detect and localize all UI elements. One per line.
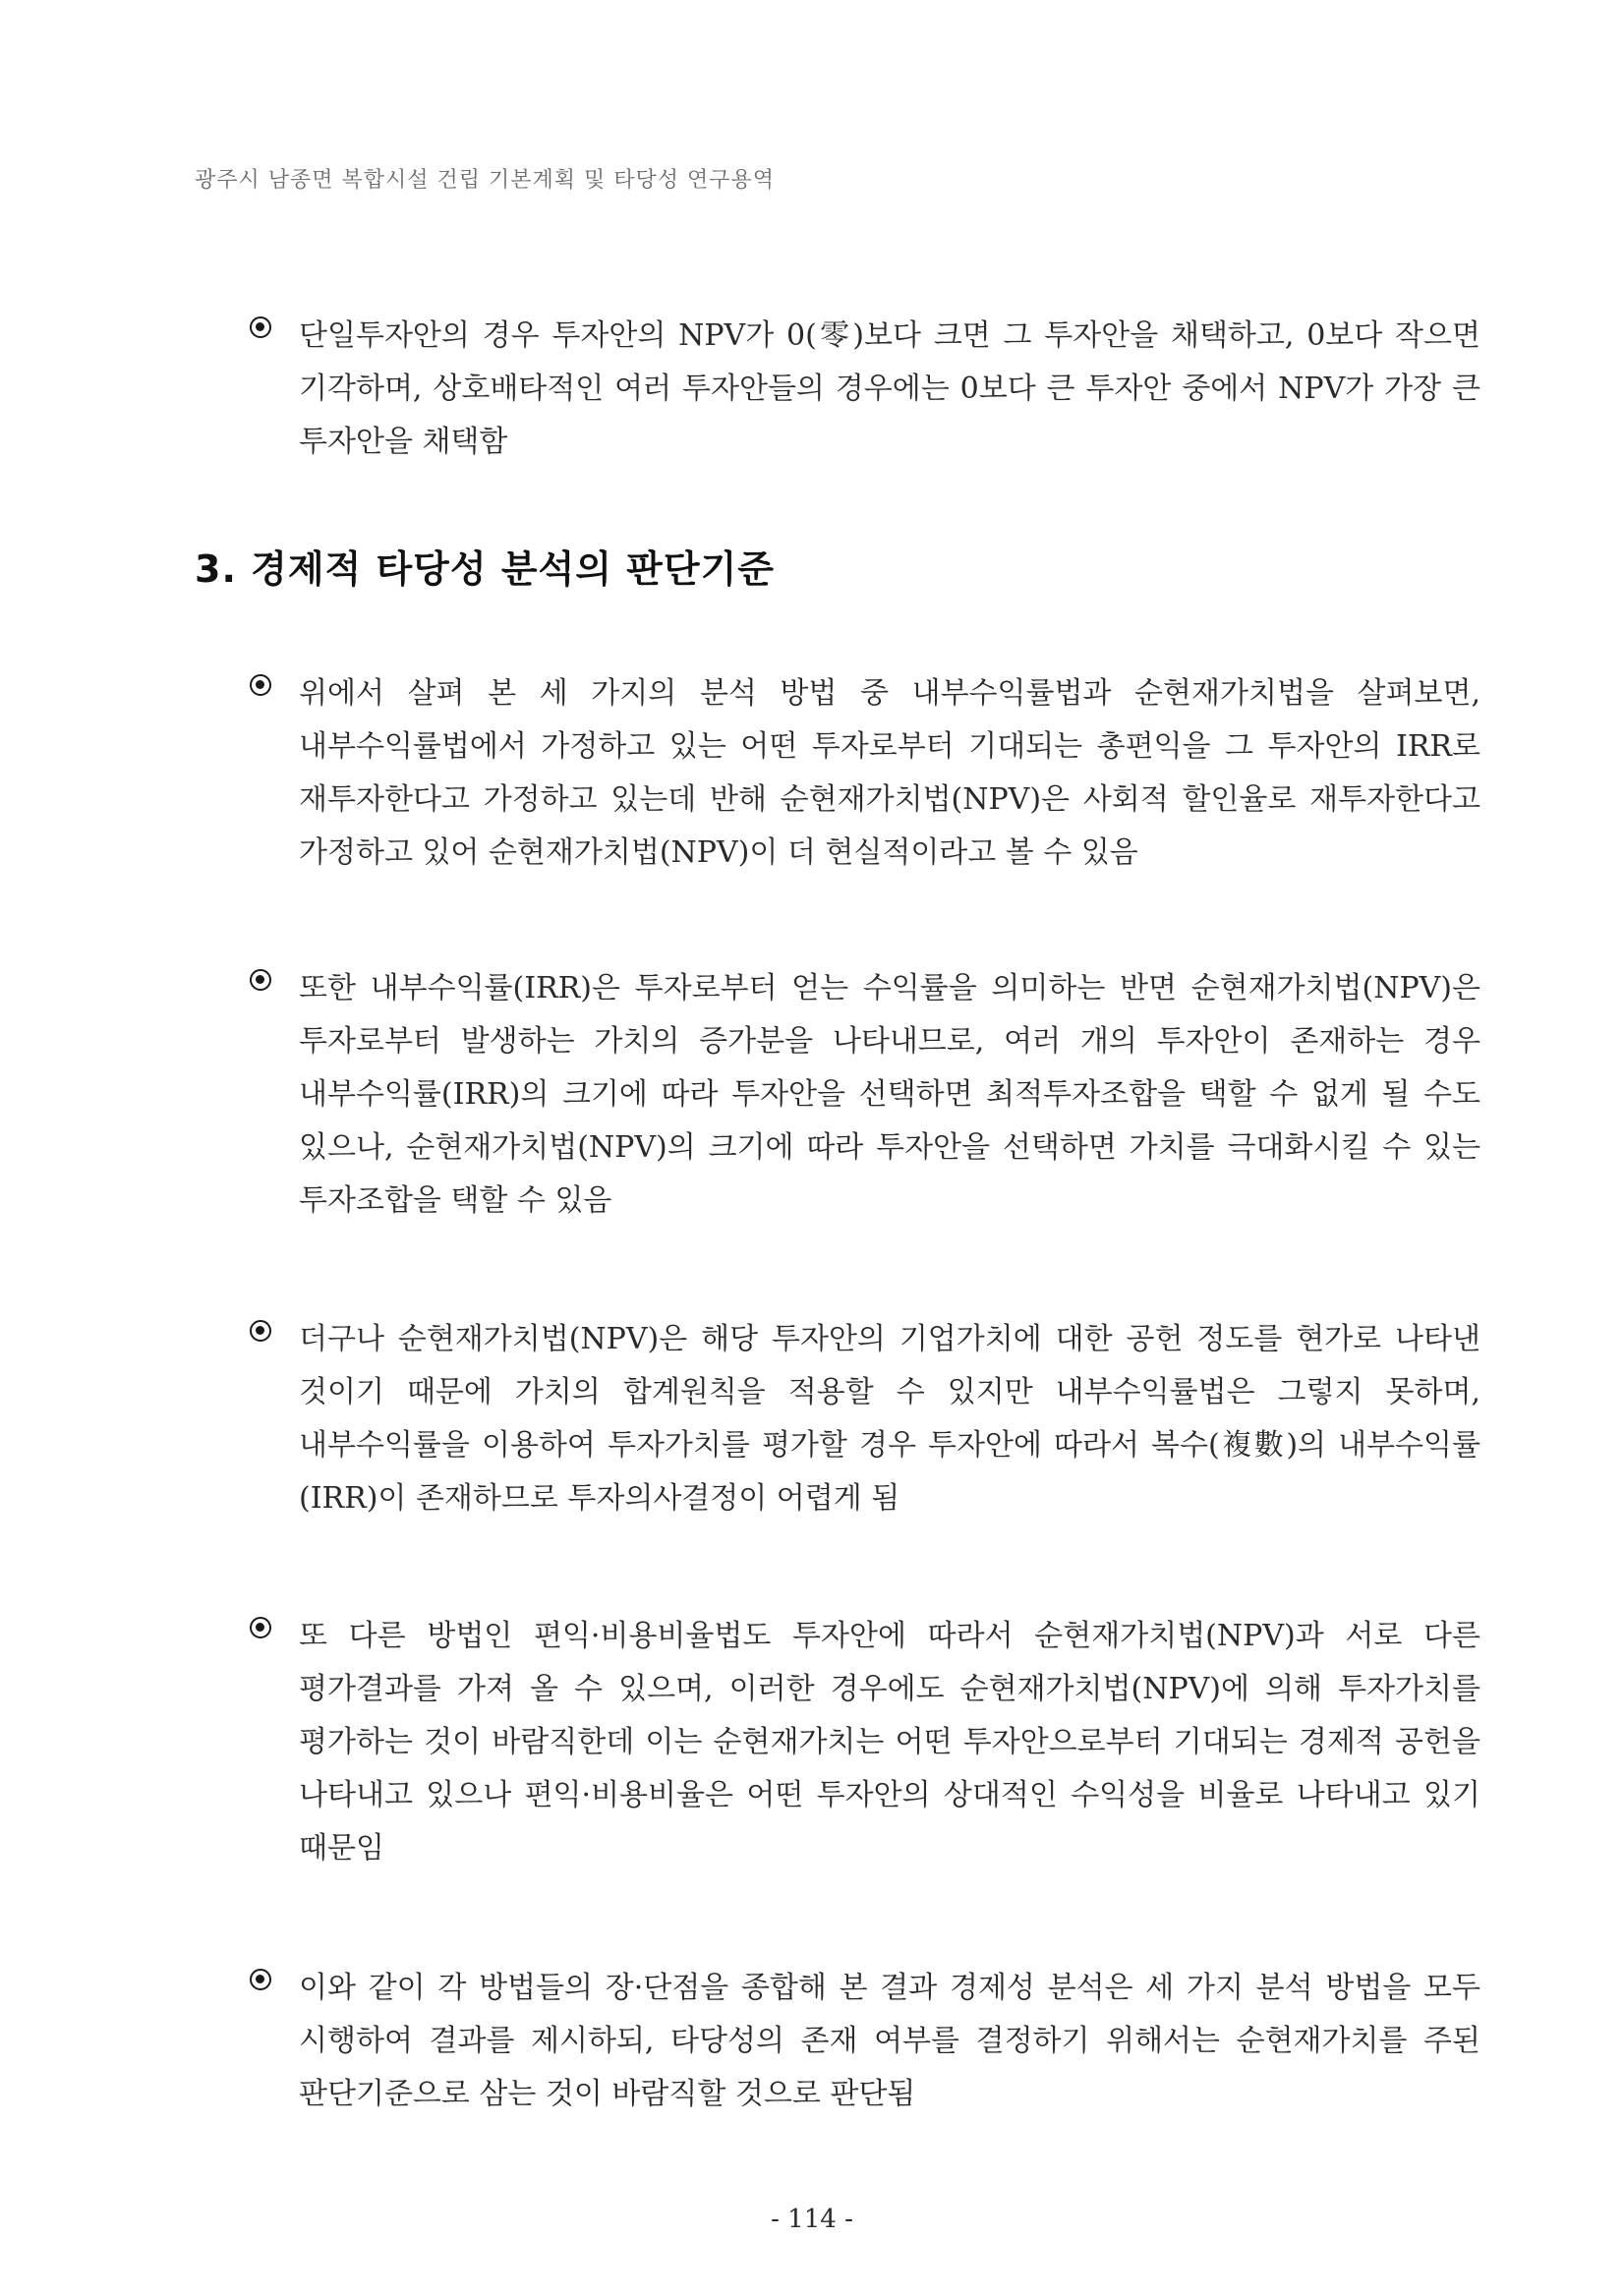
bullet-icon [250, 1617, 271, 1638]
page-number: - 114 - [771, 2205, 853, 2234]
bullet-text: 더구나 순현재가치법(NPV)은 해당 투자안의 기업가치에 대한 공헌 정도를 현가로 나타낸 것이기 때문에 가치의 합계원칙을 적용할 수 있지만 내부수익률법은 그렇지 못하며, 내부수익률을 이용하여 투자가치를 평가할 경우 투자안에 따라서 복수(複數)의 내부수익률(IRR)이 존재하므로 투자의사결정이 어렵게 됨 [299, 1322, 1480, 1516]
bullet-text: 위에서 살펴 본 세 가지의 분석 방법 중 내부수익률법과 순현재가치법을 살펴보면, 내부수익률법에서 가정하고 있는 어떤 투자로부터 기대되는 총편익을 그 투자안의 IRR로 재투자한다고 가정하고 있는데 반해 순현재가치법(NPV)은 사회적 할인율로 재투자한다고 가정하고 있어 순현재가치법(NPV)이 더 현실적이라고 볼 수 있음 [299, 676, 1480, 870]
bullet-text: 이와 같이 각 방법들의 장·단점을 종합해 본 결과 경제성 분석은 세 가지 분석 방법을 모두 시행하여 결과를 제시하되, 타당성의 존재 여부를 결정하기 위해서는 순현재가치를 주된 판단기준으로 삼는 것이 바람직할 것으로 판단됨 [299, 1971, 1480, 2111]
bullet-item-2 [250, 962, 1480, 1228]
bullet-item-4 [250, 1610, 1480, 1875]
bullet-icon [250, 316, 271, 338]
bullet-item-1 [250, 667, 1480, 880]
section-heading: 3. 경제적 타당성 분석의 판단기준 [195, 547, 775, 591]
bullet-icon [250, 1320, 271, 1342]
bullet-icon [250, 674, 271, 696]
intro-bullet [250, 310, 1480, 469]
bullet-text: 또 다른 방법인 편익·비용비율법도 투자안에 따라서 순현재가치법(NPV)과 서로 다른 평가결과를 가져 올 수 있으며, 이러한 경우에도 순현재가치법(NPV)에 의해 투자가치를 평가하는 것이 바람직한데 이는 순현재가치는 어떤 투자안으로부터 기대되는 경제적 공헌을 나타내고 있으나 편익·비용비율은 어떤 투자안의 상대적인 수익성을 비율로 나타내고 있기 때문임 [299, 1619, 1480, 1866]
bullet-item-5 [250, 1962, 1480, 2121]
bullet-text: 단일투자안의 경우 투자안의 NPV가 0(零)보다 크면 그 투자안을 채택하고, 0보다 작으면 기각하며, 상호배타적인 여러 투자안들의 경우에는 0보다 큰 투자안 중에서 NPV가 가장 큰 투자안을 채택함 [299, 318, 1480, 459]
running-header: 광주시 남종면 복합시설 건립 기본계획 및 타당성 연구용역 [195, 168, 776, 193]
bullet-item-3 [250, 1313, 1480, 1525]
bullet-icon [250, 969, 271, 991]
bullet-text: 또한 내부수익률(IRR)은 투자로부터 얻는 수익률을 의미하는 반면 순현재가치법(NPV)은 투자로부터 발생하는 가치의 증가분을 나타내므로, 여러 개의 투자안이 존재하는 경우 내부수익률(IRR)의 크기에 따라 투자안을 선택하면 최적투자조합을 택할 수 없게 될 수도 있으나, 순현재가치법(NPV)의 크기에 따라 투자안을 선택하면 가치를 극대화시킬 수 있는 투자조합을 택할 수 있음 [299, 971, 1480, 1218]
bullet-icon [250, 1969, 271, 1990]
